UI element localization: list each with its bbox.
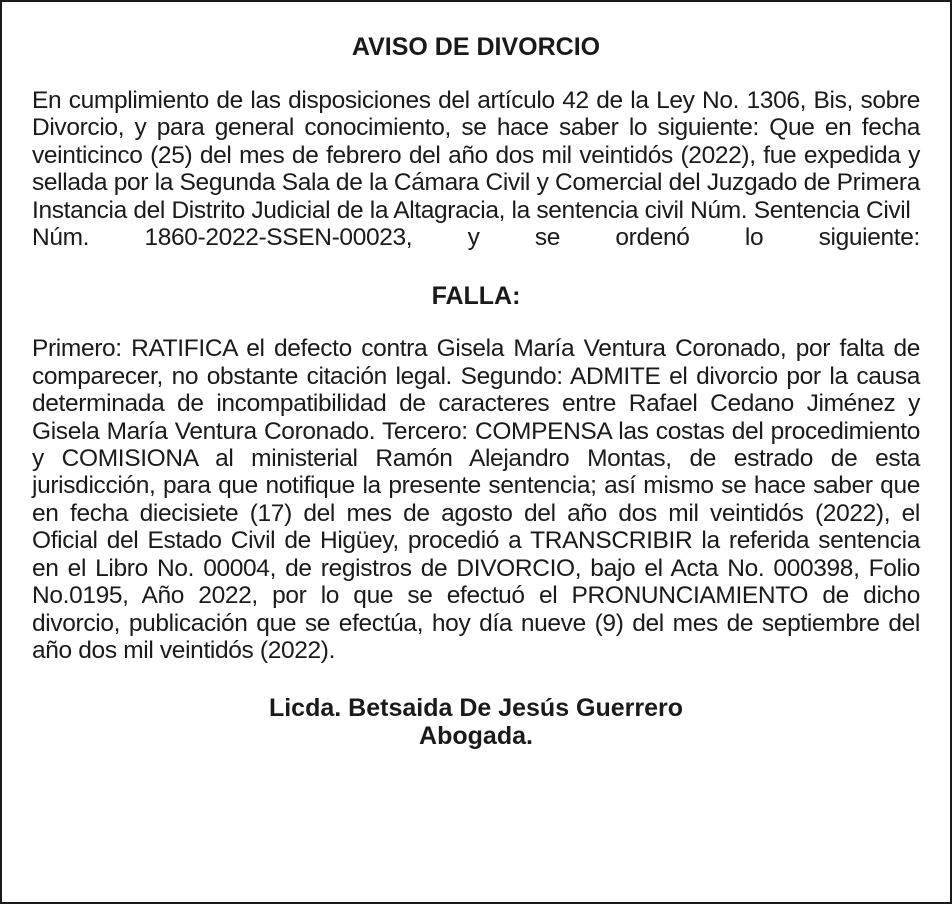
- falla-heading: FALLA:: [431, 282, 521, 311]
- notice-title: AVISO DE DIVORCIO: [351, 33, 601, 61]
- signature-block: [32, 694, 920, 750]
- signer-name: Licda. Betsaida De Jesús Guerrero: [268, 694, 684, 723]
- intro-paragraph-last-line: Núm. 1860-2022-SSEN-00023, y se ordenó lo siguiente:: [32, 224, 920, 252]
- falla-paragraph: Primero: RATIFICA el defecto contra Gisela María Ventura Coronado, por falta de comparecer, no obstante citación legal. Segundo: ADMITE el divorcio por la causa determinada de incompatibilidad de caracteres entre Rafael Cedano Jiménez y Gisela María Ventura Coronado. Tercero: COMPENSA las costas del procedimiento y COMISIONA al ministerial Ramón Alejandro Montas, de estrado de esta jurisdicción, para que notifique la presente sentencia; así mismo se hace saber que en fecha diecisiete (17) del mes de agosto del año dos mil veintidós (2022), el Oficial del Estado Civil de Higüey, procedió a TRANSCRIBIR la referida sentencia en el Libro No. 00004, de registros de DIVORCIO, bajo el Acta No. 000398, Folio No.0195, Año 2022, por lo que se efectuó el PRONUNCIAMIENTO de dicho divorcio, publicación que se efectúa, hoy día nueve (9) del mes de septiembre del año dos mil veintidós (2022).: [32, 335, 920, 664]
- signer-title: Abogada.: [419, 722, 533, 751]
- intro-paragraph-body: En cumplimiento de las disposiciones del artículo 42 de la Ley No. 1306, Bis, sobre Divorcio, y para general conocimiento, se hace saber lo siguiente: Que en fecha veinticinco (25) del mes de febrero del año dos mil veintidós (2022), fue expedida y sellada por la Segunda Sala de la Cámara Civil y Comercial del Juzgado de Primera Instancia del Distrito Judicial de la Altagracia, la sentencia civil Núm. Sentencia Civil: [32, 87, 920, 224]
- intro-paragraph: [32, 87, 920, 251]
